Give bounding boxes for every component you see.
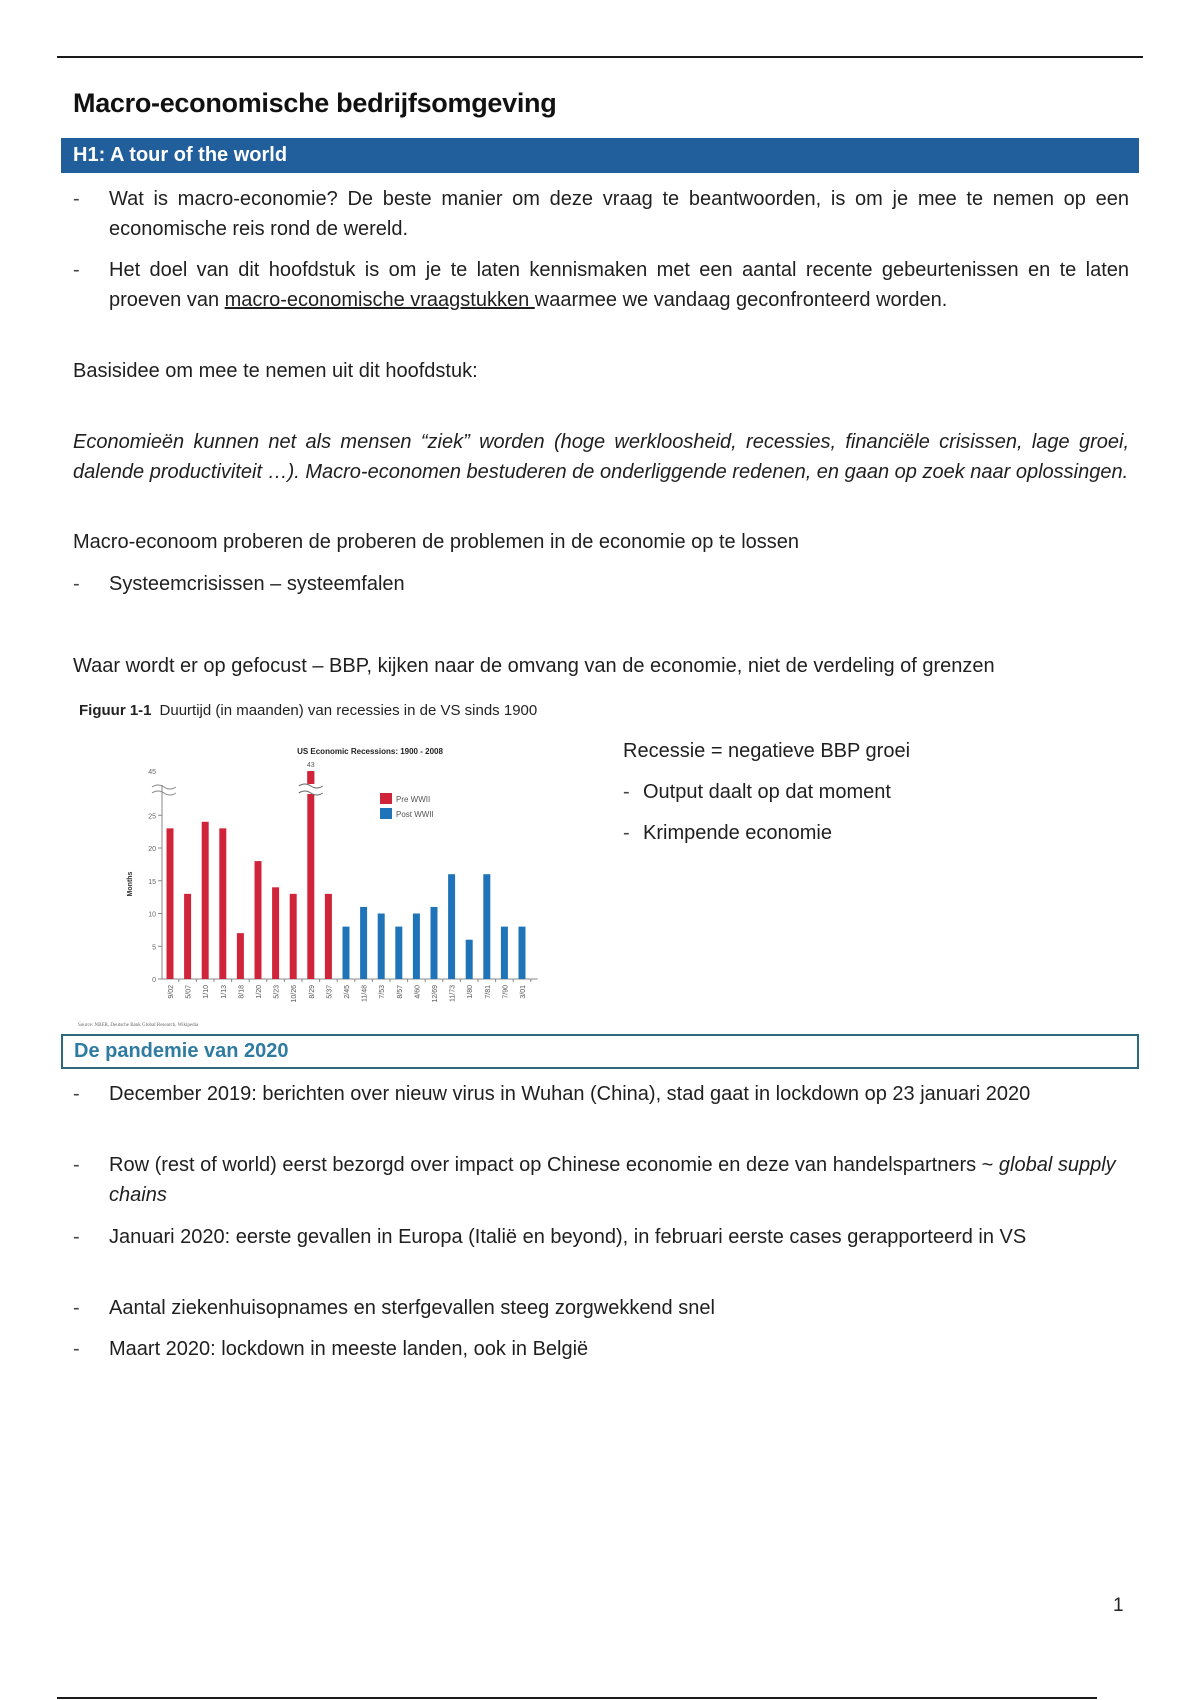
bullet-dash: - (73, 1226, 80, 1248)
y-axis-label: Months (127, 871, 134, 897)
chart-bar (360, 907, 367, 979)
bullet-dash: - (73, 573, 80, 595)
bullet-dash: - (73, 188, 80, 210)
svg-text:25: 25 (148, 813, 156, 821)
x-tick-label: 5/07 (185, 985, 193, 999)
chart-bar (448, 874, 455, 979)
chart-bar (343, 927, 350, 979)
chart-bar (202, 822, 209, 979)
list-item (73, 1222, 1129, 1252)
chart-bar (519, 927, 526, 979)
document-title: Macro-economische bedrijfsomgeving (73, 88, 557, 118)
chart-bar (431, 907, 438, 979)
x-tick-label: 5/23 (273, 985, 281, 999)
list-item (73, 255, 1129, 315)
chart-bar (237, 933, 244, 979)
svg-text:15: 15 (148, 878, 156, 886)
key-idea-quote: Economieën kunnen net als mensen “ziek” worden (hoge werkloosheid, recessies, financiële crisissen, lage groei, dalende productiviteit …). Macro-economen bestuderen de onderliggende redenen, en gaan op zoek naar oplossingen. (73, 431, 1129, 483)
note-text: Krimpende economie (643, 822, 832, 844)
chart-bar (325, 894, 332, 979)
list-item (73, 1079, 1129, 1109)
bullet-text: Januari 2020: eerste gevallen in Europa (Italië en beyond), in februari eerste cases gerapporteerd in VS (109, 1226, 1027, 1248)
x-tick-label: 8/29 (308, 985, 316, 999)
chart-bar (501, 927, 508, 979)
list-item (73, 569, 1129, 599)
svg-text:45: 45 (148, 769, 156, 776)
legend-swatch (380, 793, 392, 804)
chart-bar (466, 940, 473, 979)
chart-bar (307, 772, 314, 979)
chart-bar (272, 887, 279, 979)
bullet-text: Systeemcrisissen – systeemfalen (109, 573, 405, 595)
x-tick-label: 1/20 (256, 985, 263, 999)
bullet-text: Aantal ziekenhuisopnames en sterfgevallen steeg zorgwekkend snel (109, 1297, 715, 1319)
x-tick-label: 10/26 (291, 985, 299, 1003)
bullet-text-part: waarmee we vandaag geconfronteerd worden. (534, 289, 948, 311)
bullet-dash: - (623, 781, 630, 803)
svg-text:10: 10 (148, 911, 156, 919)
note-item (623, 818, 910, 859)
chart-bar (395, 927, 402, 979)
bullet-dash: - (73, 1297, 80, 1319)
chart-bar (255, 861, 262, 979)
x-tick-label: 7/81 (484, 985, 492, 999)
recession-chart (70, 730, 600, 1030)
x-tick-label: 7/90 (502, 985, 510, 999)
bullet-text (109, 255, 1129, 315)
legend-label: Post WWII (396, 810, 434, 819)
bullet-text: Maart 2020: lockdown in meeste landen, ook in België (109, 1338, 589, 1360)
recession-notes (623, 736, 910, 859)
x-tick-label: 3/01 (520, 985, 527, 999)
bullet-dash: - (73, 1154, 80, 1176)
note-item (623, 777, 910, 818)
bullet-text: December 2019: berichten over nieuw virus in Wuhan (China), stad gaat in lockdown op 23 januari 2020 (109, 1083, 1031, 1105)
figure-caption (79, 702, 537, 719)
chart-bar (167, 828, 174, 979)
bullet-text-part: Row (rest of world) eerst bezorgd over impact op Chinese economie en deze van handelspartners ~ (109, 1154, 999, 1176)
x-tick-label: 9/02 (168, 985, 175, 999)
note-text: Output daalt op dat moment (643, 781, 891, 803)
x-tick-label: 1/10 (203, 985, 211, 999)
svg-text:5: 5 (152, 944, 156, 952)
recession-definition: Recessie = negatieve BBP groei (623, 740, 911, 762)
list-item (73, 184, 1129, 244)
svg-text:0: 0 (152, 977, 156, 984)
underlined-term: macro-economische vraagstukken (224, 289, 535, 311)
bar-chart-svg (70, 730, 600, 1030)
chart-bar (483, 874, 490, 979)
chart-source: Source: NBER, Deutsche Bank Global Research, Wikipedia (78, 1023, 199, 1028)
x-tick-label: 11/48 (361, 985, 369, 1002)
figure-label: Figuur 1-1 (79, 702, 152, 719)
basisidee-label: Basisidee om mee te nemen uit dit hoofdstuk: (73, 360, 478, 382)
bullet-text: Wat is macro-economie? De beste manier om deze vraag te beantwoorden, is om je mee te nemen op een economische reis rond de wereld. (109, 188, 1129, 240)
chart-bar (290, 894, 297, 979)
x-tick-label: 5/37 (326, 985, 334, 999)
bullet-italic-part: global supply chains (109, 1154, 1116, 1206)
chart-bar (219, 828, 226, 979)
x-tick-label: 1/13 (220, 985, 228, 999)
chart-bar (184, 894, 191, 979)
macro-econoom-line: Macro-econoom proberen de proberen de problemen in de economie op te lossen (73, 531, 800, 553)
legend-swatch (380, 808, 392, 819)
chart-bar (413, 914, 420, 980)
bullet-dash: - (623, 822, 630, 844)
x-tick-label: 1/80 (467, 985, 475, 999)
list-item (73, 1334, 1129, 1364)
list-item (73, 1150, 1129, 1210)
page-top-rule (57, 56, 1143, 58)
x-tick-label: 7/53 (379, 985, 387, 999)
x-tick-label: 8/18 (238, 985, 246, 999)
chart-title: US Economic Recessions: 1900 - 2008 (297, 747, 443, 756)
legend-label: Pre WWII (396, 795, 431, 804)
bullet-dash: - (73, 1083, 80, 1105)
x-tick-label: 12/69 (432, 985, 439, 1003)
figure-caption-text: Duurtijd (in maanden) van recessies in de VS sinds 1900 (159, 702, 538, 719)
svg-text:20: 20 (148, 846, 156, 853)
x-tick-label: 8/57 (396, 985, 404, 999)
page-number: 1 (1113, 1595, 1124, 1616)
x-tick-label: 4/60 (414, 985, 422, 999)
page-bottom-rule (57, 1697, 1097, 1699)
bullet-dash: - (73, 1338, 80, 1360)
bullet-dash: - (73, 259, 80, 281)
x-tick-label: 11/73 (449, 985, 457, 1002)
section-heading-pandemie: De pandemie van 2020 (61, 1034, 1139, 1069)
section-heading-h1: H1: A tour of the world (61, 138, 1139, 173)
list-item (73, 1293, 1129, 1323)
bullet-text (109, 1150, 1129, 1210)
chart-bar (378, 914, 385, 980)
x-tick-label: 2/45 (344, 985, 351, 999)
focus-line: Waar wordt er op gefocust – BBP, kijken naar de omvang van de economie, niet de verdeling of grenzen (73, 655, 995, 677)
bullet-text-part: Het doel van dit hoofdstuk is om je te laten kennismaken met een aantal recente gebeurtenissen en te laten proeven van (109, 259, 1129, 311)
svg-text:43: 43 (306, 762, 315, 769)
